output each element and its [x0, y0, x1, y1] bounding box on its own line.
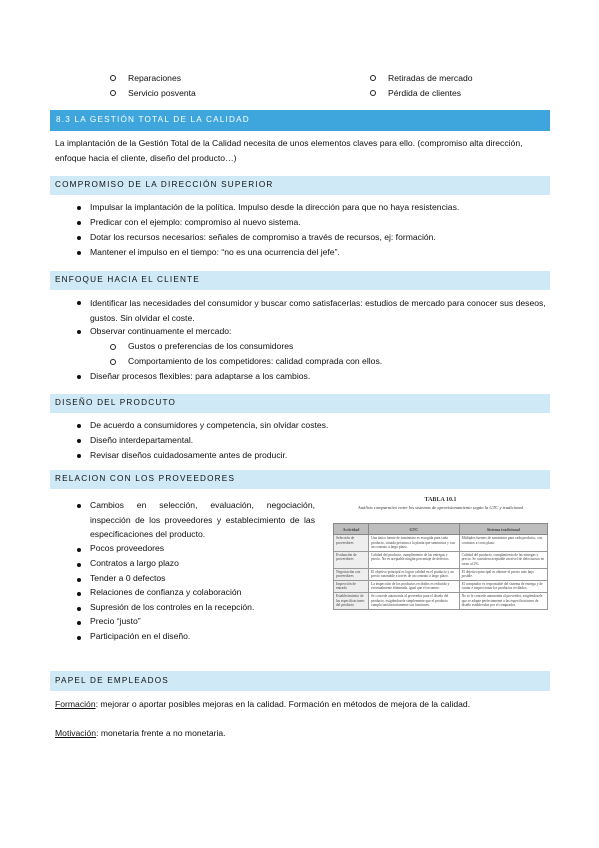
list-item: Supresión de los controles en la recepción.: [90, 602, 255, 612]
section-header-diseno: [50, 394, 550, 413]
bullet-circle-icon: [110, 344, 116, 350]
intro-paragraph: La implantación de la Gestión Total de la Calidad necesita de unos elementos claves para ello. (compromiso alta dirección, enfoque hacia el cliente, diseño del producto…): [55, 138, 523, 163]
bullet-circle-icon: [370, 75, 376, 81]
bullet-icon: [77, 236, 81, 240]
bullet-icon: [77, 301, 81, 305]
bullet-icon: [77, 221, 81, 225]
table-header-cell: GTC: [369, 524, 460, 535]
table-cell: El objetivo principal es obtener el precio más bajo posible.: [459, 568, 547, 580]
table-cell: Selección de proveedores: [334, 535, 369, 552]
list-item: Pocos proveedores: [90, 543, 165, 553]
table-caption: TABLA 10.1: [424, 497, 457, 503]
bullet-icon: [77, 563, 81, 567]
bullet-icon: [77, 504, 81, 508]
list-item: Diseñar procesos flexibles: para adaptarse a los cambios.: [90, 371, 311, 381]
bullet-icon: [77, 607, 81, 611]
table-cell: Calidad del producto, cumplimiento de las entregas y precio. No es aceptable ningún porcentaje de defectos.: [369, 551, 460, 568]
table-cell: Establecimiento de las especificaciones del producto: [334, 592, 369, 609]
motivacion-text: : monetaria frente a no monetaria.: [96, 728, 226, 738]
table-cell: Múltiples fuentes de suministro para cada producto, con contratos a corto plazo.: [459, 535, 547, 552]
bullet-icon: [77, 251, 81, 255]
bullet-icon: [77, 206, 81, 210]
section-header-main: [50, 110, 550, 131]
table-cell: Calidad del producto, cumplimiento de las entregas y precio. Se considera aceptable un nivel de defectuosos en torno al 2%.: [459, 551, 547, 568]
motivacion-label: Motivación: [55, 728, 97, 738]
list-item: Relaciones de confianza y colaboración: [90, 587, 242, 597]
bullet-icon: [77, 439, 81, 443]
table-cell: Se concede autonomía al proveedor para el diseño del producto, exigiéndosele simplemente que el producto cumpla satisfactoriamente sus funciones.: [369, 592, 460, 609]
bullet-icon: [77, 621, 81, 625]
motivacion-paragraph: [55, 728, 226, 738]
table-row: [334, 580, 548, 592]
formacion-text: : mejorar o aportar posibles mejoras en la calidad. Formación en métodos de mejora de la calidad.: [95, 699, 471, 709]
list-item: Contratos a largo plazo: [90, 558, 179, 568]
list-item: Dotar los recursos necesarios: señales de compromiso a través de recursos, ej: formación.: [90, 232, 436, 242]
section-header-empleados: [50, 671, 550, 691]
list-item: Reparaciones: [128, 73, 182, 83]
table-subtitle: Análisis comparativo entre los sistemas de aprovisionamiento según la GTC y tradicional: [357, 505, 524, 510]
table-cell: Negociación con proveedores: [334, 568, 369, 580]
table-header-cell: Actividad: [334, 524, 369, 535]
list-item: Predicar con el ejemplo: compromiso al nuevo sistema.: [90, 217, 301, 227]
table-row: [334, 568, 548, 580]
formacion-paragraph: [55, 699, 470, 709]
list-item: Tender a 0 defectos: [90, 573, 166, 583]
bullet-icon: [77, 424, 81, 428]
list-item: De acuerdo a consumidores y competencia, sin olvidar costes.: [90, 420, 329, 430]
list-item: Pérdida de clientes: [388, 88, 462, 98]
table-cell: No se le concede autonomía al proveedor, exigiéndosele que se adapte perfectamente a las especificaciones de diseño establecidas por el comprador.: [459, 592, 547, 609]
formacion-label: Formación: [55, 699, 96, 709]
bullet-circle-icon: [110, 359, 116, 365]
list-item: Servicio posventa: [128, 88, 196, 98]
table-header-cell: Sistema tradicional: [459, 524, 547, 535]
bullet-icon: [77, 636, 81, 640]
table-row: [334, 551, 548, 568]
list-item: Retiradas de mercado: [388, 73, 473, 83]
bullet-icon: [77, 592, 81, 596]
bullet-icon: [77, 454, 81, 458]
list-item: Identificar las necesidades del consumidor y buscar como satisfacerlas: estudios de mercado para conocer sus deseos, gustos. Sin olvidar el coste.: [90, 298, 546, 323]
bullet-icon: [77, 548, 81, 552]
section-header-enfoque: [50, 271, 550, 290]
table-cell: Inspección de entrada: [334, 580, 369, 592]
section-title: 8.3 LA GESTIÓN TOTAL DE LA CALIDAD: [56, 115, 250, 124]
table-cell: La inspección de los productos recibidos es reducida y eventualmente eliminada, igual que el recuento.: [369, 580, 460, 592]
table-row: [334, 592, 548, 609]
table-cell: Una única fuente de suministro es escogida para cada producto, situada próxima a la planta que suministra y con un contrato a largo plazo.: [369, 535, 460, 552]
list-item: Participación en el diseño.: [90, 631, 191, 641]
section-header-compromiso: [50, 176, 550, 195]
list-item: Diseño interdepartamental.: [90, 435, 194, 445]
comparison-table-image: [333, 497, 548, 672]
list-item: Impulsar la implantación de la política. Impulso desde la dirección para que no haya resistencias.: [90, 202, 460, 212]
list-item: Comportamiento de los competidores: calidad comprada con ellos.: [128, 356, 383, 366]
list-item: Mantener el impulso en el tiempo: “no es una ocurrencia del jefe”.: [90, 247, 340, 257]
list-item: Precio “justo”: [90, 616, 141, 626]
list-item: Gustos o preferencias de los consumidores: [128, 341, 294, 351]
bullet-icon: [77, 578, 81, 582]
table-header-row: [334, 524, 548, 535]
section-title: RELACION CON LOS PROVEEDORES: [55, 474, 236, 483]
bullet-icon: [77, 375, 81, 379]
bullet-icon: [77, 330, 81, 334]
bullet-circle-icon: [110, 75, 116, 81]
section-title: COMPROMISO DE LA DIRECCIÓN SUPERIOR: [55, 180, 274, 189]
table-cell: El comprador es responsable del sistema de entrega y de contar e inspeccionar los productos recibidos.: [459, 580, 547, 592]
list-item: Cambios en selección, evaluación, negociación, inspección de los proveedores y establecimiento de las especificaciones del producto.: [90, 500, 315, 539]
section-title: ENFOQUE HACIA EL CLIENTE: [55, 275, 200, 284]
section-header-proveedores: [50, 470, 550, 489]
table-row: [334, 535, 548, 552]
list-item: Observar continuamente el mercado:: [90, 326, 232, 336]
table-cell: Evaluación de proveedores: [334, 551, 369, 568]
bullet-circle-icon: [110, 90, 116, 96]
table-cell: El objetivo principal es lograr calidad en el producto y un precio razonable a través de un contrato a largo plazo.: [369, 568, 460, 580]
section-title: PAPEL DE EMPLEADOS: [55, 676, 169, 685]
bullet-circle-icon: [370, 90, 376, 96]
section-title: DISEÑO DEL PRODCUTO: [55, 398, 177, 407]
comparison-table: [333, 523, 548, 610]
list-item: Revisar diseños cuidadosamente antes de producir.: [90, 450, 288, 460]
